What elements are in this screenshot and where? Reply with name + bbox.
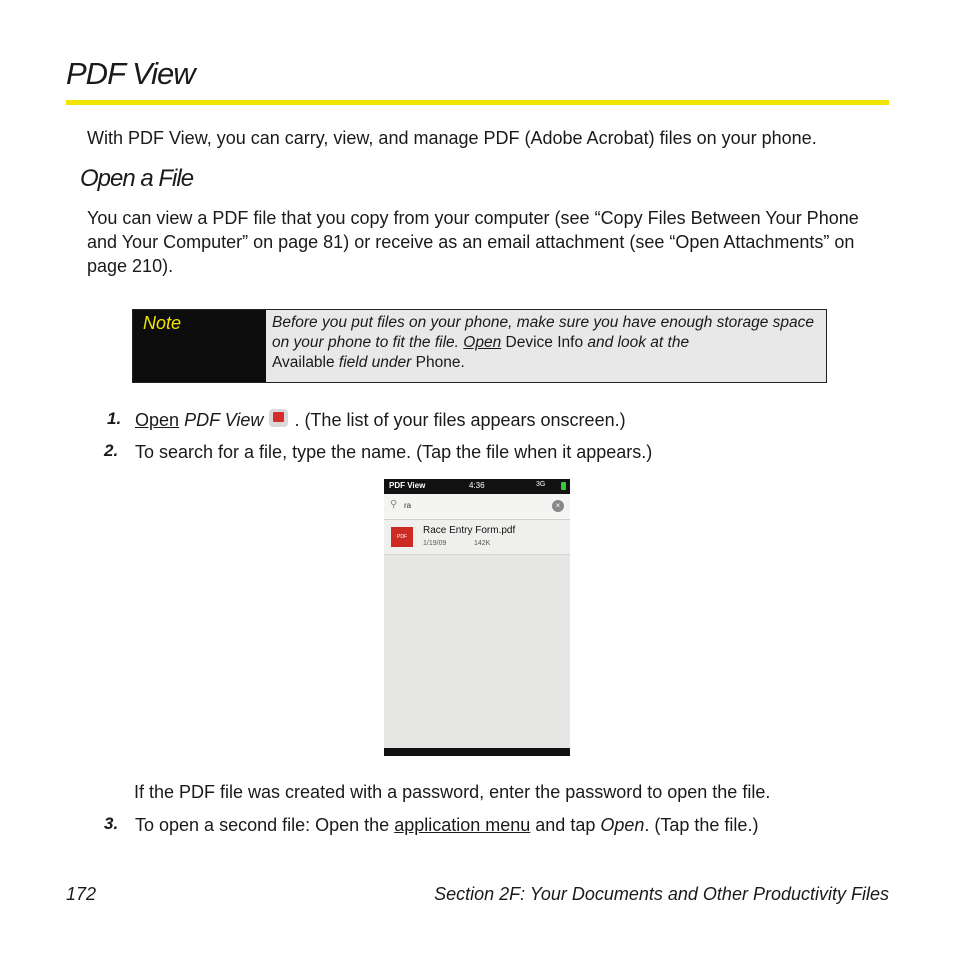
pdf-file-icon: PDF [391,527,413,547]
phone-clock: 4:36 [469,481,485,490]
phone-file-row[interactable] [384,520,570,555]
section-heading: Open a File [80,165,194,192]
phone-screenshot [384,479,570,756]
phone-status-bar [384,479,570,494]
open-link[interactable]: Open [135,410,180,430]
step-number: 2. [104,441,119,460]
open-command: Open [600,815,645,835]
intro-paragraph: With PDF View, you can carry, view, and manage PDF (Adobe Acrobat) files on your phone. [87,128,817,148]
footer-section-title: Section 2F: Your Documents and Other Productivity Files [434,884,889,904]
note-text: . [460,354,465,371]
step-text: To open a second file: Open the [135,815,395,835]
app-name: PDF View [184,410,264,430]
phone-file-name: Race Entry Form.pdf [423,525,516,536]
step-2: To search for a file, type the name. (Tap the file when it appears.) [135,442,653,462]
note-device-info: Device Info [501,334,584,351]
phone-file-date: 1/19/09 [423,540,447,547]
step-number: 1. [107,409,122,428]
application-menu-link[interactable]: application menu [394,815,531,835]
password-note: If the PDF file was created with a password, enter the password to open the file. [134,782,771,802]
search-icon: ⚲ [390,499,398,510]
step-1 [135,408,626,432]
page-number: 172 [66,884,97,904]
phone-file-size: 142K [474,540,491,547]
step-text: . (The list of your files appears onscreen.) [294,410,626,430]
phone-bottom-bar [384,748,570,756]
step-3 [135,813,758,837]
battery-icon [561,482,566,490]
page-title: PDF View [66,56,195,91]
step-number: 3. [104,814,119,833]
note-text: field under [334,354,416,371]
clear-icon[interactable]: × [552,500,564,512]
note-text: Before you put files on your phone, make sure you have enough storage space on your phone to fit the file. [272,314,814,351]
phone-search-input[interactable]: ra [404,501,412,510]
note-available: Available [272,354,335,371]
step-text: . (Tap the file.) [644,815,759,835]
note-box [132,309,827,383]
note-open-link[interactable]: Open [463,334,502,351]
note-text: and look at the [583,334,690,351]
pdf-view-icon [269,409,288,427]
phone-app-title: PDF View [389,481,426,490]
note-phone: Phone [415,354,461,371]
note-body [266,310,826,382]
phone-search-bar[interactable] [384,494,570,520]
step-text: and tap [530,815,601,835]
title-rule [66,100,889,105]
signal-icon: 3G [536,481,546,488]
note-label: Note [133,310,266,382]
open-file-paragraph: You can view a PDF file that you copy from your computer (see “Copy Files Between Your Phone and Your Computer” on page 81) or receive as an email attachment (see “Open Attachments” on page 210). [87,208,859,276]
